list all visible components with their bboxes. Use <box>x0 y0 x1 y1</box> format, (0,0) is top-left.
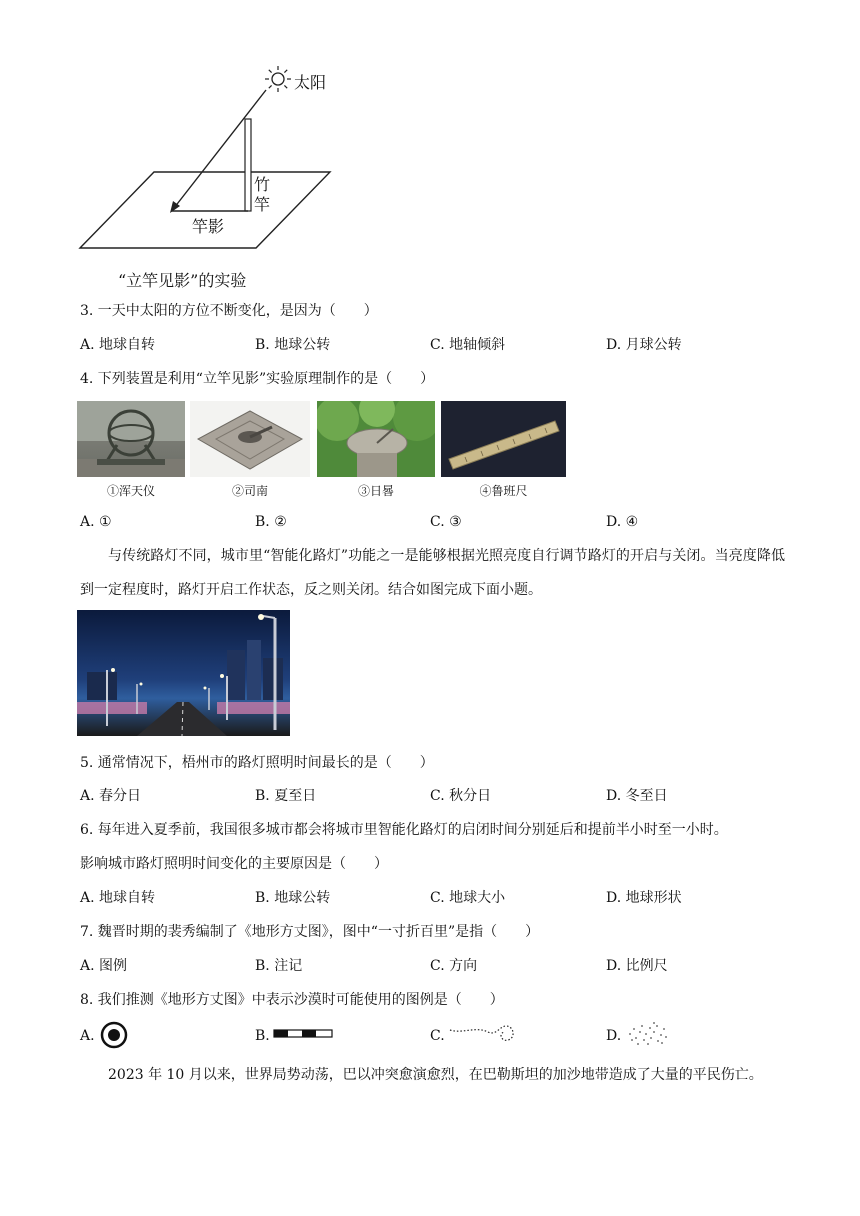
sun-icon <box>265 66 291 92</box>
question-3: 3. 一天中太阳的方位不断变化，是因为（ ） <box>80 303 378 319</box>
boundary-dotted-line-icon <box>448 1020 520 1048</box>
q7-option-a[interactable]: A. 图例 <box>80 958 128 974</box>
q6-option-b[interactable]: B. 地球公转 <box>255 890 331 906</box>
q3-option-a[interactable]: A. 地球自转 <box>80 337 156 353</box>
q5-option-b[interactable]: B. 夏至日 <box>255 788 317 804</box>
q8-option-c[interactable]: C. <box>430 1028 445 1044</box>
q8-option-a[interactable]: A. <box>80 1028 95 1044</box>
armillary-sphere-image <box>77 401 185 477</box>
q3-option-d[interactable]: D. 月球公转 <box>606 337 682 353</box>
q4-option-d[interactable]: D. ④ <box>606 514 639 530</box>
q8-option-b[interactable]: B. <box>255 1028 270 1044</box>
question-5: 5. 通常情况下，梧州市的路灯照明时间最长的是（ ） <box>80 755 434 771</box>
shadow-label: 竿影 <box>192 217 225 236</box>
q5-option-a[interactable]: A. 春分日 <box>80 788 142 804</box>
question-6-line-1: 6. 每年进入夏季前，我国很多城市都会将城市里智能化路灯的启闭时间分别延后和提前半小时至一小时。 <box>80 822 728 838</box>
q4-option-b[interactable]: B. ② <box>255 514 287 530</box>
bullseye-symbol-icon <box>100 1020 130 1050</box>
q4-option-a[interactable]: A. ① <box>80 514 112 530</box>
desert-dots-icon <box>624 1020 670 1048</box>
question-8: 8. 我们推测《地形方丈图》中表示沙漠时可能使用的图例是（ ） <box>80 992 504 1008</box>
image-caption-3: ③日晷 <box>357 484 394 498</box>
streetlight-image <box>77 610 290 736</box>
q6-option-a[interactable]: A. 地球自转 <box>80 890 156 906</box>
sinan-compass-image <box>190 401 310 477</box>
q5-option-c[interactable]: C. 秋分日 <box>430 788 492 804</box>
q8-option-d[interactable]: D. <box>606 1028 622 1044</box>
question-4: 4. 下列装置是利用“立竿见影”实验原理制作的是（ ） <box>80 371 435 387</box>
luban-ruler-image <box>441 401 566 477</box>
question-6-line-2: 影响城市路灯照明时间变化的主要原因是（ ） <box>80 856 388 872</box>
image-caption-4: ④鲁班尺 <box>479 484 528 498</box>
image-caption-1: ①浑天仪 <box>106 484 155 498</box>
q6-option-c[interactable]: C. 地球大小 <box>430 890 506 906</box>
q5-option-d[interactable]: D. 冬至日 <box>606 788 668 804</box>
q7-option-c[interactable]: C. 方向 <box>430 958 478 974</box>
conflict-passage: 2023 年 10 月以来，世界局势动荡，巴以冲突愈演愈烈，在巴勒斯坦的加沙地带造成了大量的平民伤亡。 <box>108 1067 763 1083</box>
bamboo-pole <box>245 119 251 211</box>
railway-symbol-icon <box>273 1027 335 1041</box>
q3-option-c[interactable]: C. 地轴倾斜 <box>430 337 506 353</box>
figure-caption: “立竿见影”的实验 <box>118 271 247 290</box>
sun-ray-line <box>174 90 266 208</box>
sun-label: 太阳 <box>294 73 327 92</box>
q6-option-d[interactable]: D. 地球形状 <box>606 890 682 906</box>
q7-option-d[interactable]: D. 比例尺 <box>606 958 668 974</box>
streetlight-passage: 与传统路灯不同，城市里“智能化路灯”功能之一是能够根据光照亮度自行调节路灯的开启与关闭。当亮度降低到一定程度时，路灯开启工作状态，反之则关闭。结合如图完成下面小题。 <box>80 548 785 598</box>
sundial-image <box>317 401 435 477</box>
image-caption-2: ②司南 <box>231 484 268 498</box>
question-7: 7. 魏晋时期的裴秀编制了《地形方丈图》，图中“一寸折百里”是指（ ） <box>80 924 540 940</box>
pole-label-2: 竿 <box>254 195 271 214</box>
q7-option-b[interactable]: B. 注记 <box>255 958 303 974</box>
pole-label-1: 竹 <box>254 175 271 194</box>
q3-option-b[interactable]: B. 地球公转 <box>255 337 331 353</box>
q4-option-c[interactable]: C. ③ <box>430 514 462 530</box>
